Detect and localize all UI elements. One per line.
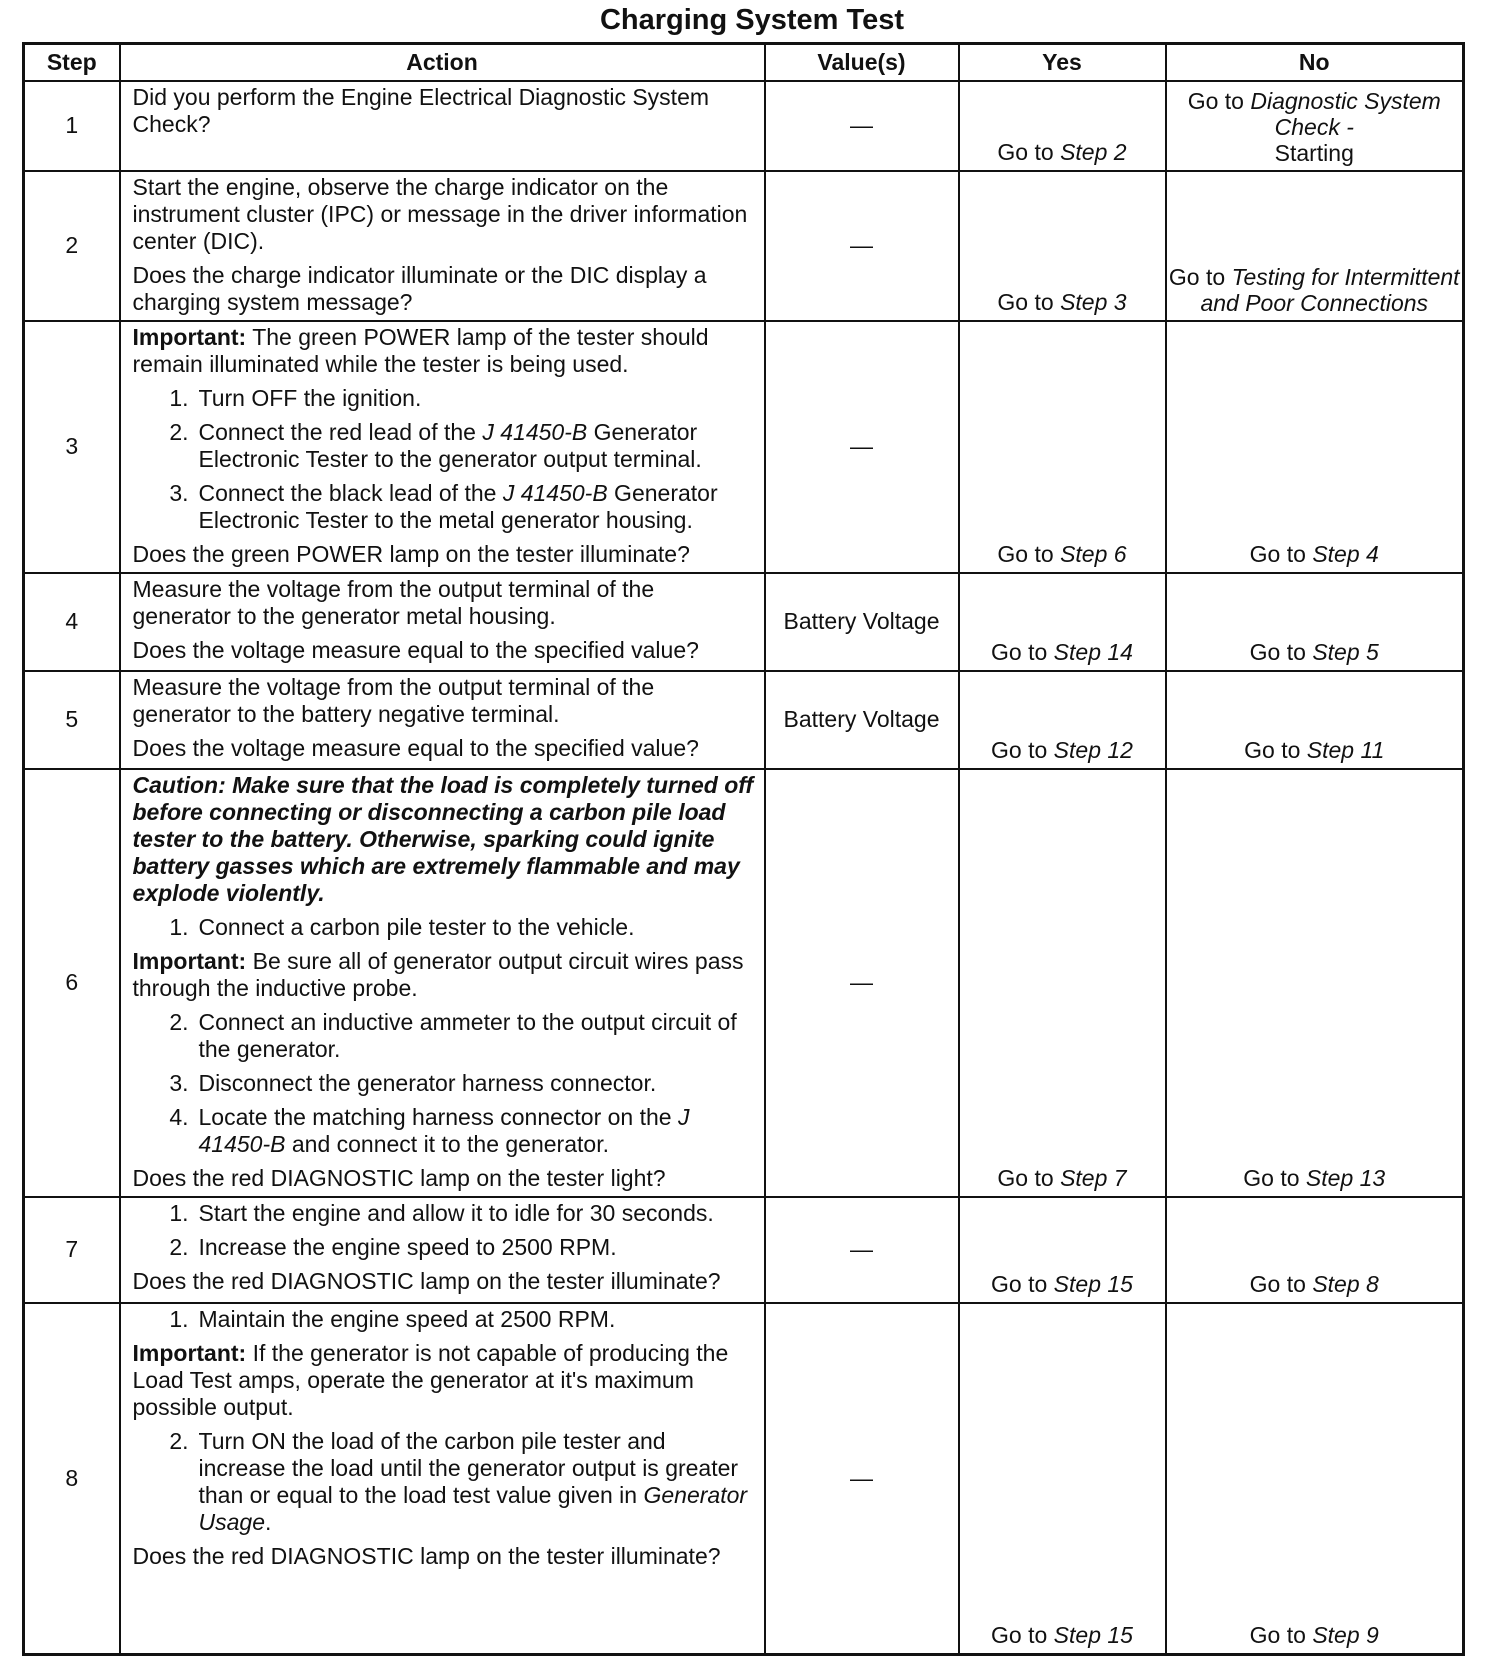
- page-title: Charging System Test: [599, 4, 905, 36]
- table-row: [24, 1197, 1464, 1303]
- no-cell: [1166, 171, 1464, 321]
- list-item: [133, 1104, 756, 1158]
- table-row: [24, 171, 1464, 321]
- list-item: [133, 1070, 756, 1097]
- header-step: Step: [24, 44, 120, 81]
- step-link[interactable]: Step 9: [1312, 1622, 1379, 1648]
- go-to-label: Go to: [991, 638, 1054, 665]
- table-row: [24, 81, 1464, 171]
- action-question: Does the red DIAGNOSTIC lamp on the tester illuminate?: [132, 1267, 721, 1294]
- list-text: Start the engine and allow it to idle for 30 seconds.: [198, 1199, 714, 1226]
- value-cell: —: [765, 171, 959, 321]
- list-item: [133, 1200, 756, 1227]
- value-cell: —: [765, 321, 959, 573]
- step-number: 3: [24, 321, 120, 573]
- table-row: [24, 671, 1464, 769]
- important-note: [133, 324, 756, 378]
- list-text: Disconnect the generator harness connector.: [198, 1069, 657, 1096]
- list-text: [199, 1104, 756, 1158]
- important-note: [133, 948, 756, 1002]
- step-link[interactable]: Step 13: [1305, 1164, 1386, 1191]
- list-text-part: Generator Electronic Tester to the metal generator housing.: [198, 479, 718, 533]
- list-text-part: Connect the red lead of the: [198, 418, 483, 445]
- list-item: [133, 914, 756, 941]
- step-link[interactable]: Step 8: [1312, 1270, 1379, 1297]
- list-item: [133, 480, 756, 534]
- action-cell: [120, 171, 765, 321]
- list-text: [199, 480, 756, 534]
- step-link[interactable]: Step 6: [1060, 540, 1127, 567]
- go-to-label: Go to: [991, 736, 1054, 763]
- list-item: [133, 385, 756, 412]
- no-cell: [1166, 671, 1464, 769]
- go-to-label: Go to: [997, 288, 1061, 315]
- list-number: 1.: [169, 384, 189, 411]
- important-label: Important:: [132, 1339, 247, 1366]
- list-number: 4.: [169, 1103, 189, 1130]
- go-to-label: Go to: [1168, 263, 1232, 290]
- list-number: 1.: [169, 913, 189, 940]
- action-cell: [120, 671, 765, 769]
- list-item: [133, 419, 756, 473]
- action-text: Did you perform the Engine Electrical Diagnostic System Check?: [132, 83, 710, 137]
- step-link[interactable]: Step 2: [1060, 138, 1127, 165]
- list-number: 3.: [169, 479, 189, 506]
- yes-cell: [959, 171, 1166, 321]
- go-to-label: Go to: [991, 1622, 1054, 1648]
- yes-cell: [959, 769, 1166, 1197]
- step-number: 6: [24, 769, 120, 1197]
- tool-name: J 41450-B: [502, 479, 608, 506]
- header-row: [24, 44, 1464, 81]
- action-question: Does the voltage measure equal to the specified value?: [132, 734, 699, 761]
- list-text-part: Turn ON the load of the carbon pile tester and increase the load until the generator output is greater than or equal to the load test value given in: [198, 1427, 739, 1508]
- procedure-suffix: Starting: [1274, 139, 1354, 166]
- go-to-label: Go to: [997, 138, 1061, 165]
- list-text: Increase the engine speed to 2500 RPM.: [198, 1233, 617, 1260]
- yes-cell: [959, 573, 1166, 671]
- value-cell: —: [765, 81, 959, 171]
- no-cell: [1166, 321, 1464, 573]
- list-number: 2.: [169, 1233, 189, 1260]
- step-link[interactable]: Step 12: [1053, 736, 1133, 763]
- action-question: Does the red DIAGNOSTIC lamp on the tester light?: [132, 1164, 666, 1191]
- step-link[interactable]: Step 14: [1053, 638, 1133, 665]
- action-cell: [120, 573, 765, 671]
- go-to-label: Go to: [997, 540, 1061, 567]
- list-text: [199, 419, 756, 473]
- go-to-label: Go to: [991, 1270, 1054, 1297]
- list-text: Maintain the engine speed at 2500 RPM.: [198, 1305, 616, 1332]
- list-text: [199, 1428, 756, 1536]
- action-question: Does the green POWER lamp on the tester illuminate?: [132, 540, 690, 567]
- go-to-label: Go to: [1249, 540, 1313, 567]
- action-text: Measure the voltage from the output terminal of the generator to the generator metal housing.: [132, 575, 655, 629]
- yes-cell: [959, 1197, 1166, 1303]
- table-row: [24, 1303, 1464, 1655]
- yes-cell: [959, 321, 1166, 573]
- yes-cell: [959, 81, 1166, 171]
- tool-name: J 41450-B: [198, 1103, 690, 1157]
- action-cell: [120, 81, 765, 171]
- step-number: 7: [24, 1197, 120, 1303]
- action-question: Does the voltage measure equal to the specified value?: [132, 636, 699, 663]
- charging-system-test-table: [22, 42, 1465, 1656]
- step-number: 1: [24, 81, 120, 171]
- list-item: [133, 1234, 756, 1261]
- action-cell: [120, 769, 765, 1197]
- important-text: Be sure all of generator output circuit wires pass through the inductive probe.: [132, 947, 744, 1001]
- action-cell: [120, 1197, 765, 1303]
- go-to-label: Go to: [1244, 736, 1307, 763]
- list-text-part: Locate the matching harness connector on the: [198, 1103, 678, 1130]
- go-to-label: Go to: [1249, 638, 1313, 665]
- go-to-label: Go to: [1187, 87, 1251, 114]
- document-reference[interactable]: Generator Usage: [198, 1481, 748, 1535]
- no-cell: [1166, 769, 1464, 1197]
- header-no: No: [1166, 44, 1464, 81]
- list-number: 3.: [169, 1069, 189, 1096]
- list-number: 2.: [169, 1008, 189, 1035]
- go-to-label: Go to: [997, 1164, 1061, 1191]
- important-text: If the generator is not capable of producing the Load Test amps, operate the generator at it's maximum possible output.: [132, 1339, 729, 1420]
- go-to-label: Go to: [1243, 1164, 1306, 1191]
- header-action: Action: [120, 44, 765, 81]
- important-text: The green POWER lamp of the tester should remain illuminated while the tester is being used.: [132, 323, 709, 377]
- table-row: [24, 769, 1464, 1197]
- action-text: Measure the voltage from the output terminal of the generator to the battery negative terminal.: [132, 673, 655, 727]
- list-number: 2.: [169, 418, 189, 445]
- value-cell: —: [765, 1197, 959, 1303]
- list-text-part: .: [264, 1508, 272, 1535]
- tool-name: J 41450-B: [482, 418, 588, 445]
- no-cell: [1166, 1197, 1464, 1303]
- no-cell: [1166, 81, 1464, 171]
- value-cell: —: [765, 1303, 959, 1655]
- list-number: 1.: [169, 1305, 189, 1332]
- procedure-link[interactable]: Diagnostic System Check -: [1250, 87, 1441, 140]
- header-yes: Yes: [959, 44, 1166, 81]
- value-cell: Battery Voltage: [765, 573, 959, 671]
- no-cell: [1166, 1303, 1464, 1655]
- step-link[interactable]: Step 7: [1060, 1164, 1127, 1191]
- value-cell: Battery Voltage: [765, 671, 959, 769]
- step-number: 2: [24, 171, 120, 321]
- no-cell: [1166, 573, 1464, 671]
- action-cell: [120, 321, 765, 573]
- list-text: Turn OFF the ignition.: [198, 384, 422, 411]
- yes-cell: [959, 671, 1166, 769]
- table-row: [24, 573, 1464, 671]
- step-link[interactable]: Step 5: [1312, 638, 1379, 665]
- step-link[interactable]: Step 11: [1306, 736, 1385, 763]
- list-item: [133, 1428, 756, 1536]
- value-cell: —: [765, 769, 959, 1197]
- list-text-part: Generator Electronic Tester to the generator output terminal.: [198, 418, 702, 472]
- step-link[interactable]: Step 3: [1060, 288, 1127, 315]
- caution-note: Caution: Make sure that the load is completely turned off before connecting or disconnecting a carbon pile load tester to the battery. Otherwise, sparking could ignite battery gasses which are extremely flammable and may explode violently.: [132, 771, 754, 906]
- step-link[interactable]: Step 4: [1312, 540, 1379, 567]
- header-values: Value(s): [765, 44, 959, 81]
- procedure-link[interactable]: Testing for Intermittent and Poor Connections: [1200, 263, 1460, 316]
- step-link[interactable]: Step 15: [1053, 1622, 1133, 1648]
- important-label: Important:: [132, 323, 247, 350]
- list-item: [133, 1306, 756, 1333]
- list-number: 2.: [169, 1427, 189, 1454]
- list-number: 1.: [169, 1199, 189, 1226]
- table-row: [24, 321, 1464, 573]
- important-note: [133, 1340, 756, 1421]
- list-text: Connect an inductive ammeter to the output circuit of the generator.: [198, 1008, 737, 1062]
- step-number: 4: [24, 573, 120, 671]
- yes-cell: [959, 1303, 1166, 1655]
- step-link[interactable]: Step 15: [1053, 1270, 1133, 1297]
- go-to-label: Go to: [1249, 1622, 1313, 1648]
- important-label: Important:: [132, 947, 247, 974]
- action-cell: [120, 1303, 765, 1655]
- list-item: [133, 1009, 756, 1063]
- step-number: 8: [24, 1303, 120, 1655]
- go-to-label: Go to: [1249, 1270, 1313, 1297]
- action-question: Does the red DIAGNOSTIC lamp on the tester illuminate?: [132, 1542, 721, 1569]
- list-text-part: and connect it to the generator.: [285, 1130, 609, 1157]
- list-text: Connect a carbon pile tester to the vehicle.: [198, 913, 635, 940]
- step-number: 5: [24, 671, 120, 769]
- action-question: Does the charge indicator illuminate or the DIC display a charging system message?: [132, 261, 707, 315]
- action-text: Start the engine, observe the charge indicator on the instrument cluster (IPC) or message in the driver information center (DIC).: [132, 173, 748, 254]
- list-text-part: Connect the black lead of the: [198, 479, 503, 506]
